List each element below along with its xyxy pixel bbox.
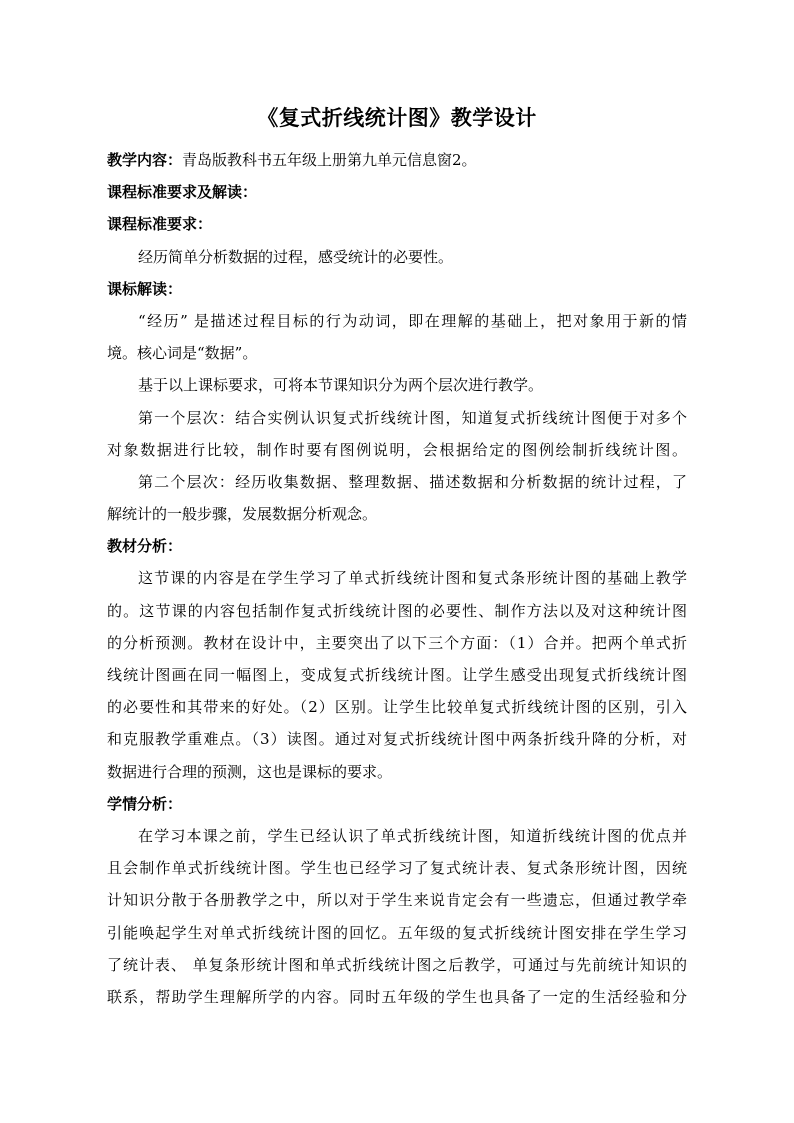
interpretation-line: 第二个层次：经历收集数据、整理数据、描述数据和分析数据的统计过程，了 xyxy=(138,472,687,491)
material-analysis-heading: 教材分析： xyxy=(107,537,183,556)
student-line: 且会制作单式折线统计图。学生也已经学习了复式统计表、复式条形统计图，因统 xyxy=(107,859,687,878)
interpretation-line: 基于以上课标要求，可将本节课知识分为两个层次进行教学。 xyxy=(138,376,544,395)
standard-requirement-heading: 课程标准要求： xyxy=(107,215,213,234)
material-line: 数据进行合理的预测，这也是课标的要求。 xyxy=(107,762,393,781)
interpretation-line: 解统计的一般步骤，发展数据分析观念。 xyxy=(107,505,378,524)
interpretation-line: “经历” 是描述过程目标的行为动词，即在理解的基础上，把对象用于新的情 xyxy=(138,311,687,330)
interpretation-line: 第一个层次：结合实例认识复式折线统计图，知道复式折线统计图便于对多个 xyxy=(138,408,687,427)
interpretation-line: 境。核心词是“数据”。 xyxy=(107,344,258,363)
material-line: 这节课的内容是在学生学习了单式折线统计图和复式条形统计图的基础上教学 xyxy=(138,569,687,588)
material-line: 的。这节课的内容包括制作复式折线统计图的必要性、制作方法以及对这种统计图 xyxy=(107,601,687,620)
student-line: 计知识分散于各册教学之中，所以对于学生来说肯定会有一些遗忘，但通过教学牵 xyxy=(107,891,687,910)
standard-heading: 课程标准要求及解读： xyxy=(107,183,258,202)
interpretation-line: 对象数据进行比较，制作时要有图例说明，会根据给定的图例绘制折线统计图。 xyxy=(107,440,687,459)
student-analysis-heading: 学情分析： xyxy=(107,794,183,813)
teaching-content-text: 青岛版教科书五年级上册第九单元信息窗2。 xyxy=(182,151,477,169)
student-line: 了统计表、 单复条形统计图和单式折线统计图之后教学，可通过与先前统计知识的 xyxy=(107,955,687,974)
teaching-content-label: 教学内容： xyxy=(107,151,183,169)
standard-requirement-text: 经历简单分析数据的过程，感受统计的必要性。 xyxy=(138,247,454,266)
student-line: 在学习本课之前，学生已经认识了单式折线统计图，知道折线统计图的优点并 xyxy=(138,826,687,845)
standard-interpretation-heading: 课标解读： xyxy=(107,279,183,298)
material-line: 线统计图画在同一幅图上，变成复式折线统计图。让学生感受出现复式折线统计图 xyxy=(107,666,687,684)
material-line: 和克服教学重难点。（3）读图。通过对复式折线统计图中两条折线升降的分析，对 xyxy=(107,730,687,749)
teaching-content-line xyxy=(107,144,687,176)
student-line: 引能唤起学生对单式折线统计图的回忆。五年级的复式折线统计图安排在学生学习 xyxy=(107,923,687,942)
document-title: 《复式折线统计图》教学设计 xyxy=(257,105,537,130)
document-body xyxy=(107,144,687,1013)
material-line: 的必要性和其带来的好处。（2）区别。让学生比较单复式折线统计图的区别，引入 xyxy=(107,698,687,717)
material-line: 的分析预测。教材在设计中，主要突出了以下三个方面：（1）合并。把两个单式折 xyxy=(107,633,687,652)
student-line: 联系，帮助学生理解所学的内容。同时五年级的学生也具备了一定的生活经验和分 xyxy=(107,987,687,1006)
